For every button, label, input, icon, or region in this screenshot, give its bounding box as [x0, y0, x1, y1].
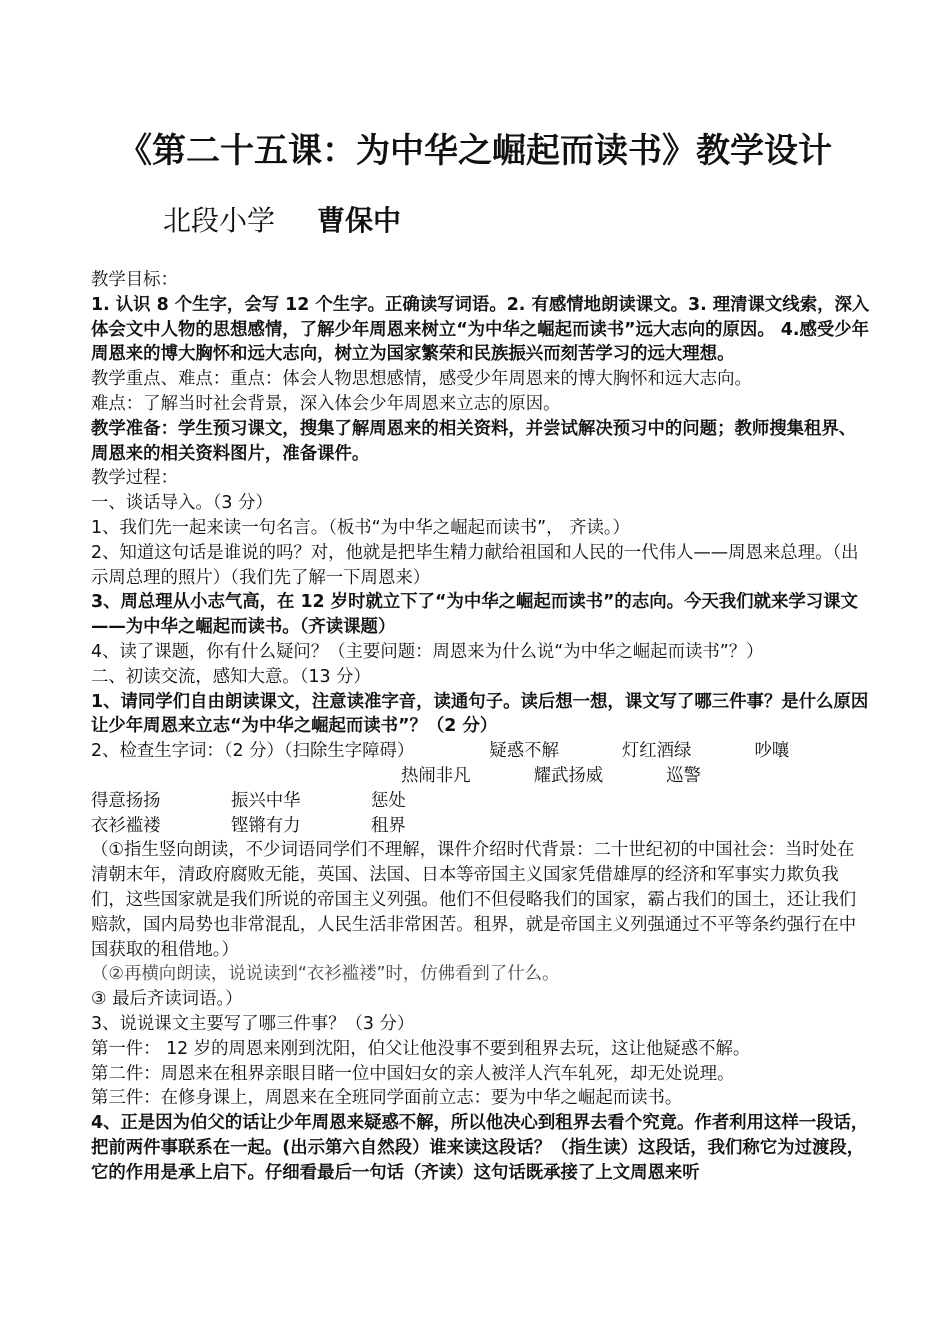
- section2-item-4: 4、正是因为伯父的话让少年周恩来疑惑不解，所以他决心到租界去看个究竟。作者利用这样一段话，把前两件事联系在一起。(出示第六自然段）谁来读这段话？（指生读）这段话，我们称它为过渡段，它的作用是承上启下。仔细看最后一句话（齐读）这句话既承接了上文周恩来听: [91, 1113, 869, 1183]
- vocab-word: 吵嚷: [754, 741, 790, 762]
- vocab-word: 铿锵有力: [231, 815, 301, 836]
- event-1: 第一件： 12 岁的周恩来刚到沈阳，伯父让他没事不要到租界去玩，这让他疑惑不解。: [91, 1038, 751, 1059]
- vocab-word: 巡警: [666, 765, 701, 786]
- document-body: [91, 268, 871, 1185]
- preparation: 教学准备：学生预习课文，搜集了解周恩来的相关资料，并尝试解决预习中的问题；教师搜集租界、周恩来的相关资料图片，准备课件。: [91, 418, 857, 464]
- section1-item-4: 4、读了课题，你有什么疑问？（主要问题：周恩来为什么说“为中华之崛起而读书”？）: [91, 641, 764, 662]
- goals-text: 1. 认识 8 个生字，会写 12 个生字。正确读写词语。2. 有感情地朗读课文。3. 理清课文线索，深入体会文中人物的思想感情，了解少年周恩来树立“为中华之崛起而读书”远大志向的原因。 4.感受少年周恩来的博大胸怀和远大志向，树立为国家繁荣和民族振兴而刻苦学习的远大理想。: [91, 294, 870, 365]
- goals-heading: 教学目标：: [91, 270, 178, 290]
- reading-note-final: ③ 最后齐读词语。）: [91, 989, 243, 1010]
- section1-heading: 一、谈话导入。（3 分）: [91, 493, 273, 514]
- vocab-label: 2、检查生字词：（2 分）（扫除生字障碍）: [91, 741, 415, 762]
- vocab-word: 惩处: [371, 790, 406, 811]
- vocab-row-2: [91, 764, 871, 789]
- difficulty: 难点：了解当时社会背景，深入体会少年周恩来立志的原因。: [91, 393, 561, 414]
- document-title: 《第二十五课：为中华之崛起而读书》教学设计: [118, 131, 832, 171]
- background-note: （①指生竖向朗读，不少词语同学们不理解，课件介绍时代背景：二十世纪初的中国社会：当时处在清朝末年，清政府腐败无能，英国、法国、日本等帝国主义国家凭借雄厚的经济和军事实力欺负我们，这些国家就是我们所说的帝国主义列强。他们不但侵略我们的国家，霸占我们的国土，还让我们赔款，国内局势也非常混乱，人民生活非常困苦。租界，就是帝国主义列强通过不平等条约强行在中国获取的租借地。）: [91, 840, 857, 960]
- vocab-row-1: [91, 739, 871, 764]
- school-name: 北段小学: [163, 204, 276, 237]
- section2-item-1: 1、请同学们自由朗读课文，注意读准字音，读通句子。读后想一想，课文写了哪三件事？是什么原因让少年周恩来立志“为中华之崛起而读书”？（2 分）: [91, 691, 869, 737]
- vocab-grid-row-1: [91, 789, 871, 814]
- teacher-name: 曹保中: [317, 204, 402, 237]
- vocab-word: 得意扬扬: [91, 790, 161, 811]
- vocab-word: 热闹非凡: [401, 765, 471, 786]
- vocab-grid-row-2: [91, 814, 871, 839]
- vocab-word: 租界: [371, 815, 406, 836]
- section2-item-3: 3、说说课文主要写了哪三件事？（3 分）: [91, 1013, 415, 1034]
- vocab-word: 振兴中华: [231, 790, 301, 811]
- vocab-word: 灯红酒绿: [621, 741, 692, 762]
- vocab-word: 衣衫褴褛: [91, 815, 161, 836]
- section1-item-1: 1、我们先一起来读一句名言。（板书“为中华之崛起而读书”， 齐读。）: [91, 517, 630, 538]
- key-points: 教学重点、难点：重点：体会人物思想感情，感受少年周恩来的博大胸怀和远大志向。: [91, 369, 752, 390]
- event-3: 第三件：在修身课上，周恩来在全班同学面前立志：要为中华之崛起而读书。: [91, 1088, 683, 1109]
- section1-item-2: 2、知道这句话是谁说的吗？对，他就是把毕生精力献给祖国和人民的一代伟人——周恩来总理。（出示周总理的照片）（我们先了解一下周恩来）: [91, 542, 859, 588]
- vocab-word: 疑惑不解: [489, 741, 559, 762]
- reading-note: （②再横向朗读，说说读到“衣衫褴褛”时，仿佛看到了什么。: [91, 964, 560, 985]
- vocab-word: 耀武扬威: [533, 765, 604, 786]
- section1-item-3: 3、周总理从小志气高，在 12 岁时就立下了“为中华之崛起而读书”的志向。今天我们就来学习课文——为中华之崛起而读书。（齐读课题）: [91, 592, 858, 638]
- section2-heading: 二、初读交流，感知大意。（13 分）: [91, 666, 371, 687]
- author-line: [163, 202, 401, 240]
- process-heading: 教学过程：: [91, 468, 178, 489]
- event-2: 第二件：周恩来在租界亲眼目睹一位中国妇女的亲人被洋人汽车轧死，却无处说理。: [91, 1063, 735, 1084]
